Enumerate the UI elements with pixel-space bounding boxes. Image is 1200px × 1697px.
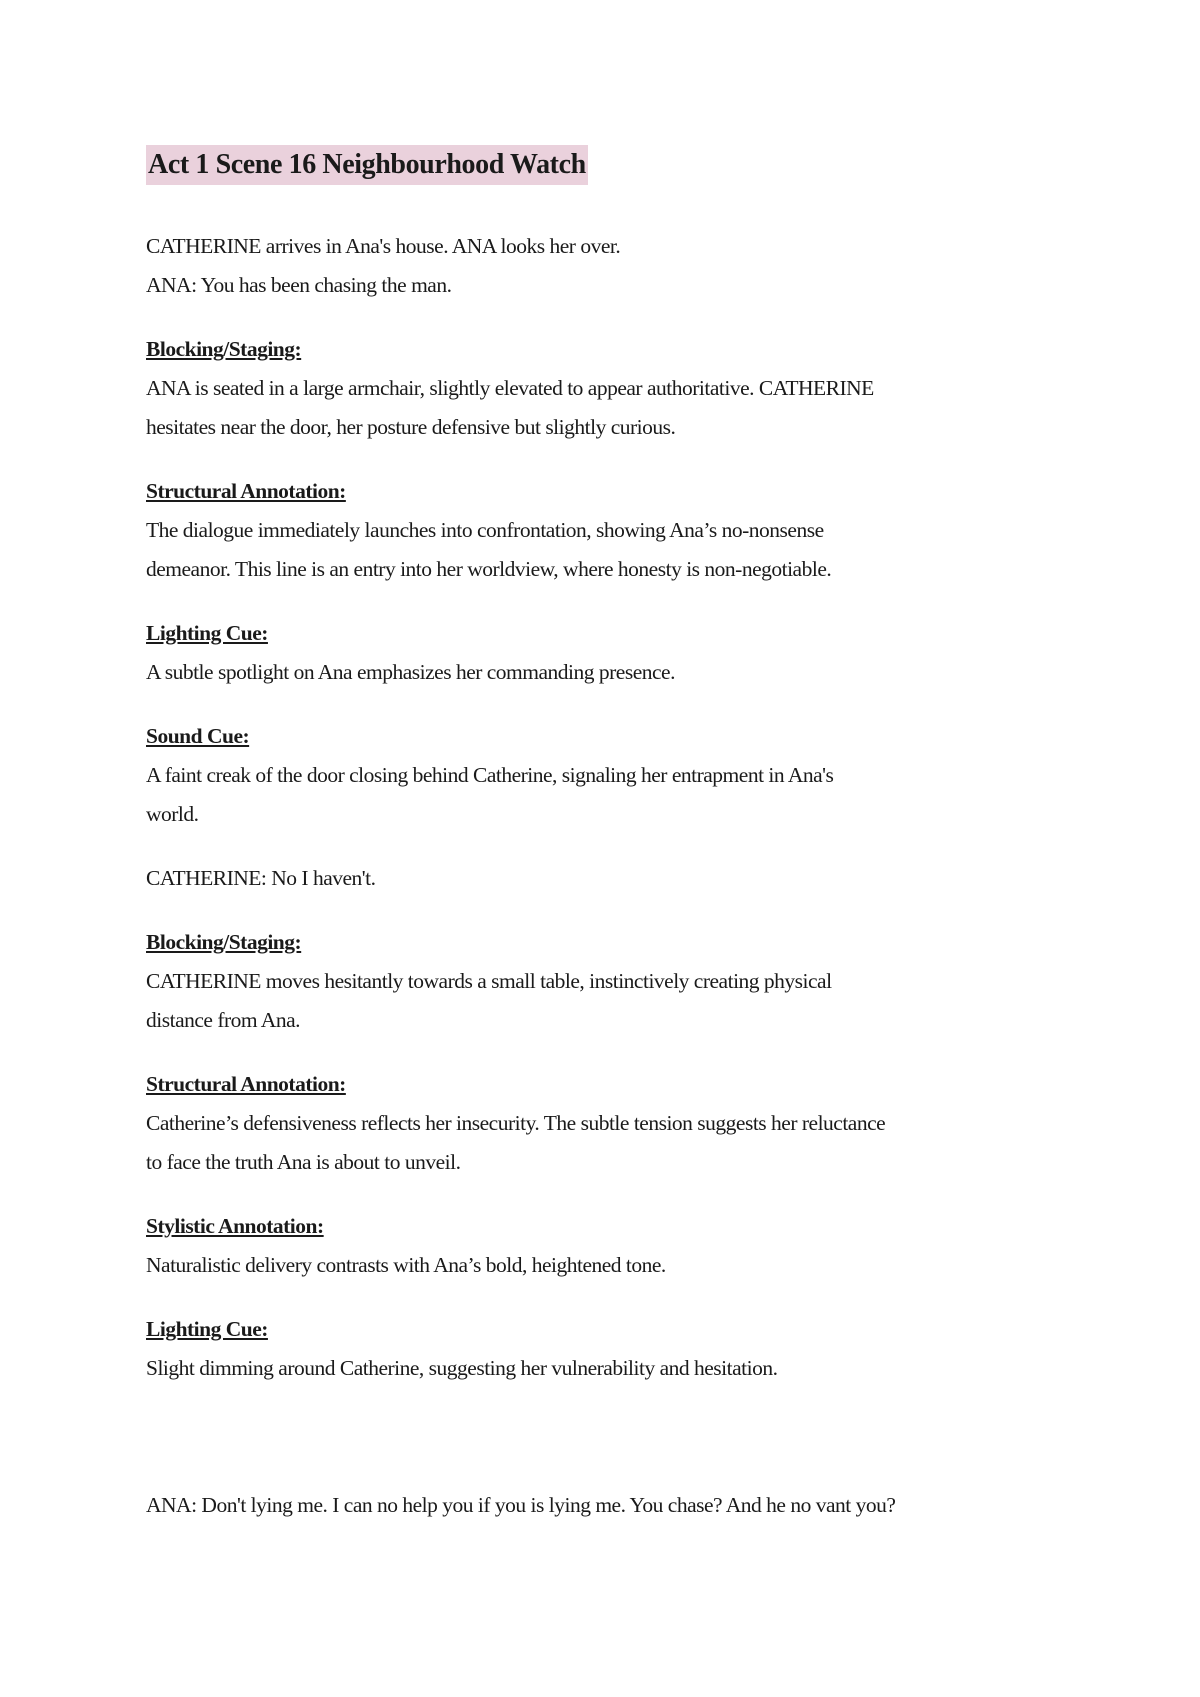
blocking-text-line: distance from Ana. (146, 1008, 300, 1032)
blocking-section-2 (146, 923, 1076, 1040)
lighting-text: Slight dimming around Catherine, suggesting her vulnerability and hesitation. (146, 1356, 778, 1380)
blocking-section (146, 330, 1076, 447)
structural-text-line: demeanor. This line is an entry into her worldview, where honesty is non-negotiable. (146, 557, 832, 581)
blocking-text-line: CATHERINE moves hesitantly towards a small table, instinctively creating physical (146, 969, 832, 993)
sound-section (146, 717, 1076, 834)
stylistic-label: Stylistic Annotation: (146, 1214, 324, 1238)
blocking-text-line: hesitates near the door, her posture defensive but slightly curious. (146, 415, 676, 439)
blocking-text-line: ANA is seated in a large armchair, slightly elevated to appear authoritative. CATHERINE (146, 376, 874, 400)
dialogue-line: CATHERINE: No I haven't. (146, 866, 376, 890)
structural-section-2 (146, 1065, 1076, 1182)
blocking-label: Blocking/Staging: (146, 930, 302, 954)
opening-paragraph (146, 227, 1076, 305)
structural-text-line: Catherine’s defensiveness reflects her insecurity. The subtle tension suggests her reluctance (146, 1111, 886, 1135)
lighting-section (146, 614, 1076, 692)
structural-label: Structural Annotation: (146, 479, 346, 503)
lighting-label: Lighting Cue: (146, 621, 268, 645)
dialogue-line: ANA: You has been chasing the man. (146, 273, 452, 297)
lighting-label: Lighting Cue: (146, 1317, 268, 1341)
catherine-dialogue (146, 859, 1076, 898)
lighting-section-2 (146, 1310, 1076, 1388)
stage-direction-line: CATHERINE arrives in Ana's house. ANA looks her over. (146, 234, 621, 258)
lighting-text: A subtle spotlight on Ana emphasizes her commanding presence. (146, 660, 675, 684)
blocking-label: Blocking/Staging: (146, 337, 302, 361)
sound-text-line: world. (146, 802, 199, 826)
structural-label: Structural Annotation: (146, 1072, 346, 1096)
structural-text-line: The dialogue immediately launches into confrontation, showing Ana’s no-nonsense (146, 518, 824, 542)
stylistic-text: Naturalistic delivery contrasts with Ana’s bold, heightened tone. (146, 1253, 666, 1277)
page-title: Act 1 Scene 16 Neighbourhood Watch (146, 145, 588, 185)
sound-text-line: A faint creak of the door closing behind Catherine, signaling her entrapment in Ana's (146, 763, 834, 787)
ana-dialogue (146, 1486, 1076, 1525)
dialogue-line: ANA: Don't lying me. I can no help you if you is lying me. You chase? And he no vant you? (146, 1493, 896, 1517)
stylistic-section (146, 1207, 1076, 1285)
sound-label: Sound Cue: (146, 724, 250, 748)
structural-section (146, 472, 1076, 589)
document-page (146, 145, 1076, 1525)
structural-text-line: to face the truth Ana is about to unveil. (146, 1150, 461, 1174)
